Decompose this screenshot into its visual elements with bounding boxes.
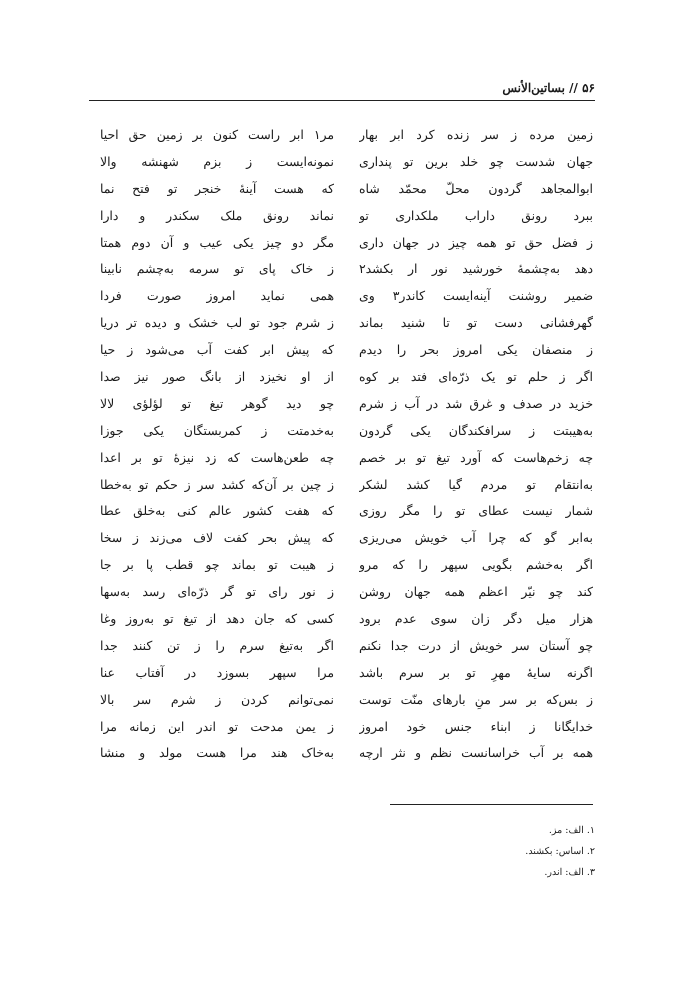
- footnotes: [525, 820, 595, 883]
- verse-line: اگر به‌تیغ سرم را ز تن کنند جدا: [100, 637, 334, 653]
- verse-line: جهان شدست چو خلد برین تو پنداری: [359, 153, 593, 169]
- verse-line: خدایگانا ز ابناء جنس خود امروز: [359, 718, 593, 734]
- verse-line: گهرفشانی دست تو تا شنید بماند: [359, 315, 593, 331]
- book-title: بساتین‌الأنس: [502, 81, 565, 95]
- verse-line: به‌انتقام تو مردم گیا کشد لشکر: [359, 476, 593, 492]
- verse-line: اگر ز حلم تو یک ذرّه‌ای فتد بر کوه: [359, 369, 593, 385]
- verse-line: اگرنه سایهٔ مهرِ تو بر سرم باشد: [359, 664, 593, 680]
- verse-line: مر۱ ابر راست کنون بر زمین حق احیا: [100, 127, 334, 142]
- footnote: ۳. الف: اندر.: [544, 867, 595, 878]
- verse-line: که هفت کشور عالم کنی به‌خلق عطا: [100, 503, 334, 519]
- verse-line: که هست آینهٔ خنجر تو فتح نما: [100, 180, 334, 196]
- verse-line: زمین مرده ز سر زنده کرد ابر بهار: [359, 127, 593, 142]
- verse-line: به‌هیبتت ز سرافکندگان یکی گردون: [359, 422, 593, 438]
- verse-line: مرا سپهر بسوزد در آفتاب عنا: [100, 664, 334, 680]
- verse-line: همی نماید امروز صورت فردا: [100, 288, 334, 304]
- verse-line: ز چین بر آن‌که کشد سر ز حکم تو به‌خطا: [100, 476, 334, 492]
- verse-line: که پیش ابر کفت آب می‌شود ز حیا: [100, 342, 334, 358]
- verse-line: همه بر آب خراسانست نظم و نثر ارچه: [359, 745, 593, 761]
- verse-line: شمار نیست عطای تو را مگر روزی: [359, 503, 593, 519]
- verse-line: ز هیبت تو بماند چو قطب پا بر جا: [100, 557, 334, 573]
- verse-line: ز نور رای تو گر ذرّه‌ای رسد به‌سها: [100, 584, 334, 600]
- page-number: ۵۶: [582, 81, 595, 95]
- header-separator: //: [569, 81, 578, 95]
- verse-line: ز خاک پای تو سرمه به‌چشم نابینا: [100, 261, 334, 277]
- verse-line: به‌خدمتت ز کمربستگان یکی جوزا: [100, 422, 334, 438]
- running-header: [502, 81, 595, 95]
- verse-line: به‌ابر گو که چرا آب خویش می‌ریزی: [359, 530, 593, 546]
- verse-line: ز بس‌که بر سر منِ بارهای منّت توست: [359, 691, 593, 707]
- verse-line: ز شرم جود تو لب خشک و دیده تر دریا: [100, 315, 334, 331]
- verse-line: خزید در صدف و غرق شد در آب ز شرم: [359, 395, 593, 411]
- verse-line: کند چو نیّر اعظم همه جهان روشن: [359, 584, 593, 600]
- footnote: ۱. الف: مز.: [548, 825, 595, 836]
- verse-line: چه زخم‌هاست که آورد تیغ تو بر خصم: [359, 449, 593, 465]
- verse-line: ز فضل حق تو همه چیز در جهان داری: [359, 234, 593, 250]
- verse-line: ضمیر روشنت آینه‌ایست کاندر۳ وی: [359, 288, 593, 304]
- right-column: [359, 122, 593, 767]
- verse-line: ابوالمجاهد گردون محلّ محمّد شاه: [359, 180, 593, 196]
- footnote: ۲. اساس: بکشند.: [525, 846, 595, 857]
- verse-line: نمونه‌ایست ز بزم شهنشه والا: [100, 153, 334, 169]
- verse-line: نمی‌توانم کردن ز شرم سر بالا: [100, 691, 334, 707]
- verse-line: چه طعن‌هاست که زد نیزهٔ تو بر اعدا: [100, 449, 334, 465]
- verse-line: چو آستان سر خویش از درت جدا نکنم: [359, 637, 593, 653]
- verse-line: کسی که جان دهد از تیغ تو به‌روز وغا: [100, 611, 334, 627]
- verse-line: به‌خاک هند مرا هست مولد و منشا: [100, 745, 334, 761]
- verse-line: هزار میل دگر زان سوی عدم برود: [359, 611, 593, 627]
- verse-line: ز منصفان یکی امروز بحر را دیدم: [359, 342, 593, 358]
- verse-line: که پیش بحر کفت لاف می‌زند ز سخا: [100, 530, 334, 546]
- header-rule: [89, 100, 595, 101]
- verse-line: اگر به‌خشم بگویی سپهر را که مرو: [359, 557, 593, 573]
- verse-line: مگر دو چیز یکی عیب و آن دوم همتا: [100, 234, 334, 250]
- left-column: [100, 122, 334, 767]
- verse-line: ببرد رونق داراب ملکداری تو: [359, 207, 593, 223]
- verse-line: ز یمن مدحت تو اندر این زمانه مرا: [100, 718, 334, 734]
- verse-line: از او نخیزد از بانگ صور نیز صدا: [100, 369, 334, 385]
- verse-line: دهد به‌چشمهٔ خورشید نور ار بکشد۲: [359, 261, 593, 277]
- footnote-rule: [390, 804, 593, 805]
- verse-line: چو دید گوهر تیغ تو لؤلؤی لالا: [100, 395, 334, 411]
- verse-line: نماند رونق ملک سکندر و دارا: [100, 207, 334, 223]
